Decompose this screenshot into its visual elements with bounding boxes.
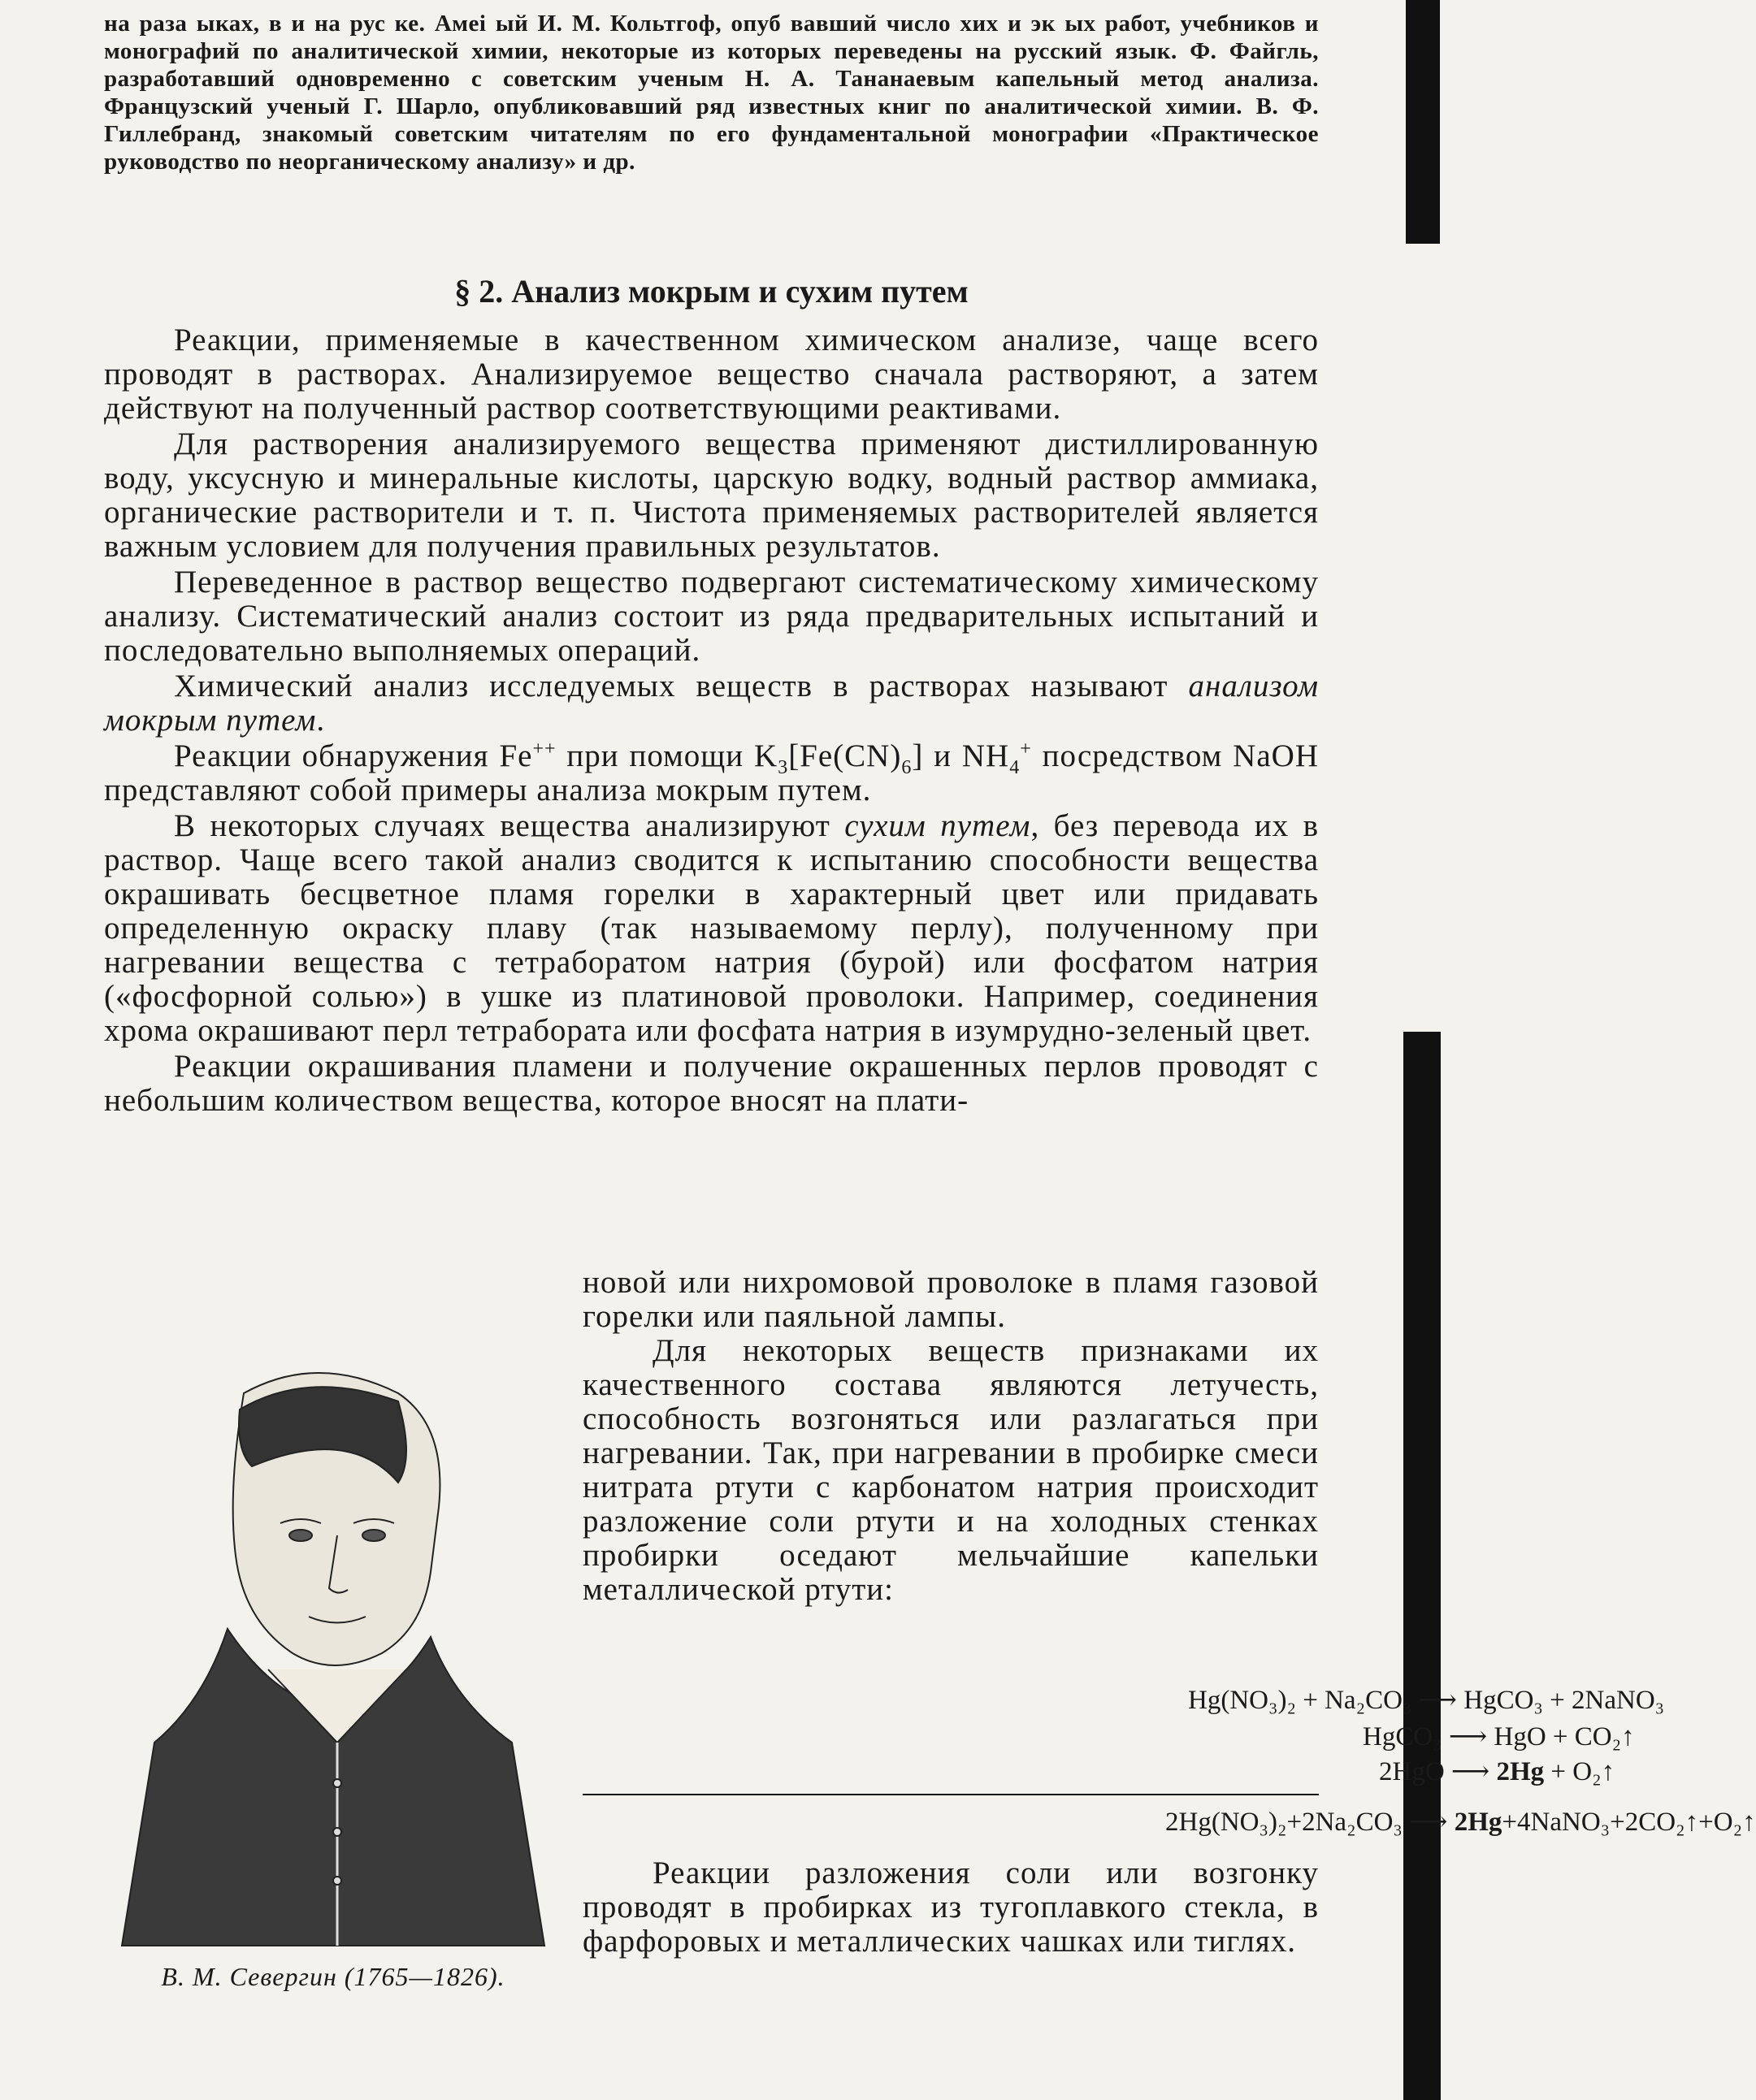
p5-sup1: ++	[532, 738, 557, 760]
p6-term: сухим путем	[844, 808, 1031, 843]
portrait-caption: В. М. Севергин (1765—1826).	[161, 1962, 505, 1991]
top-paragraph-text: на раза ыках, в и на рус ке. Амеі ый И. М. Кольтгоф, опуб вавший число хих и эк ых работ, учебников и монографий по аналитической химии, некоторые из которых переведены на русский язык. Ф. Файгль, разработавший одновременно с советским ученым Н. А. Тананаевым капельный метод анализа. Французский ученый Г. Шарло, опубликовавший ряд известных книг по аналитической химии. В. Ф. Гиллебранд, знакомый советским читателям по его фундаментальной монографии «Практическое руководство по неорганическому анализу» и др.	[104, 11, 1319, 175]
p5-a: Реакции обнаружения Fe	[174, 738, 533, 773]
p5-e: посредством NaOH представляют собой примеры анализа мокрым путем.	[104, 738, 1319, 808]
equation-sum	[1165, 1805, 1756, 1838]
eq3-a: 2HgO ⟶	[1379, 1757, 1497, 1786]
paragraph-7: Реакции окрашивания пламени и получение окрашенных перлов проводят с небольшим количеством вещества, которое вносят на плати-	[104, 1049, 1319, 1118]
p4-lead: Химический анализ исследуемых веществ в растворах называют	[174, 669, 1168, 704]
paragraph-1: Реакции, применяемые в качественном химическом анализе, чаще всего проводят в растворах. Анализируемое вещество сначала растворяют, а затем действуют на полученный раствор соответствующими реактивами.	[104, 323, 1319, 426]
p5-sub1: 3	[778, 756, 789, 778]
right-para-1: новой или нихромовой проволоке в пламя газовой горелки или паяльной лампы.	[583, 1265, 1319, 1334]
eq4-b: 2Hg	[1454, 1808, 1502, 1837]
equation-3	[1379, 1755, 1615, 1787]
p5-sup2: +	[1020, 738, 1032, 760]
top-paragraph	[104, 10, 1319, 175]
p5-sub3: 4	[1009, 756, 1021, 778]
equation-1: Hg(NO₃)₂ + Na₂CO₃ ⟶ HgCO₃ + 2NaNO₃	[1188, 1686, 1665, 1715]
equation-2: HgCO₃ ⟶ HgO + CO₂↑	[1363, 1722, 1635, 1751]
p4-end: .	[316, 703, 326, 738]
right-para-3: Реакции разложения соли или возгонку проводят в пробирках из тугоплавкого стекла, в фарфоровых и металлических чашках или тиглях.	[583, 1855, 1319, 1959]
paragraph-4	[104, 669, 1319, 738]
p5-d: ] и NH	[912, 738, 1010, 773]
scan-edge-shadow-top	[1406, 0, 1440, 244]
portrait-engraving	[106, 1361, 561, 1946]
paragraph-6	[104, 809, 1319, 1048]
eq4-a: 2Hg(NO₃)₂+2Na₂CO₃ ⟶	[1165, 1808, 1455, 1837]
scan-edge-shadow-bottom	[1403, 1032, 1441, 2100]
right-para-2: Для некоторых веществ признаками их качественного состава являются летучесть, способность возгоняться или разлагаться при нагревании. Так, при нагревании в пробирке смеси нитрата ртути с карбонатом натрия происходит разложение соли ртути и на холодных стенках пробирки оседают мельчайшие капельки металлической ртути:	[583, 1333, 1319, 1607]
p4-term: анализом мокрым путем	[104, 669, 1319, 738]
right-column-bottom	[583, 1856, 1319, 1959]
section-heading: § 2. Анализ мокрым и сухим путем	[454, 273, 969, 310]
paragraph-2: Для растворения анализируемого вещества применяют дистиллированную воду, уксусную и минеральные кислоты, царскую водку, водный раствор аммиака, органические растворители и т. п. Чистота применяемых растворителей является важным условием для получения правильных результатов.	[104, 426, 1319, 564]
main-body	[104, 323, 1319, 1119]
p5-b: при помощи K	[556, 738, 778, 773]
eq3-b: 2Hg	[1496, 1757, 1545, 1786]
p5-sub2: 6	[901, 756, 913, 778]
p6-a: В некоторых случаях вещества анализируют	[174, 808, 830, 843]
paragraph-5	[104, 739, 1319, 808]
eq3-c: + O₂↑	[1544, 1757, 1615, 1786]
equation-sum-rule	[583, 1794, 1319, 1795]
paragraph-3: Переведенное в раствор вещество подвергают систематическому химическому анализу. Систематический анализ состоит из ряда предварительных испытаний и последовательно выполняемых операций.	[104, 565, 1319, 668]
p6-b: , без перевода их в раствор. Чаще всего такой анализ сводится к испытанию способности вещества окрашивать бесцветное пламя горелки в характерный цвет или придавать определенную окраску плаву (так называемому перлу), полученному при нагревании вещества с тетраборатом натрия (бурой) или фосфатом натрия («фосфорной солью») в ушке из платиновой проволоки. Например, соединения хрома окрашивают перл тетрабората или фосфата натрия в изумрудно-зеленый цвет.	[104, 808, 1319, 1048]
eq4-c: +4NaNO₃+2CO₂↑+O₂↑	[1502, 1808, 1756, 1837]
right-column-text	[583, 1266, 1319, 1607]
p5-c: [Fe(CN)	[788, 738, 902, 773]
